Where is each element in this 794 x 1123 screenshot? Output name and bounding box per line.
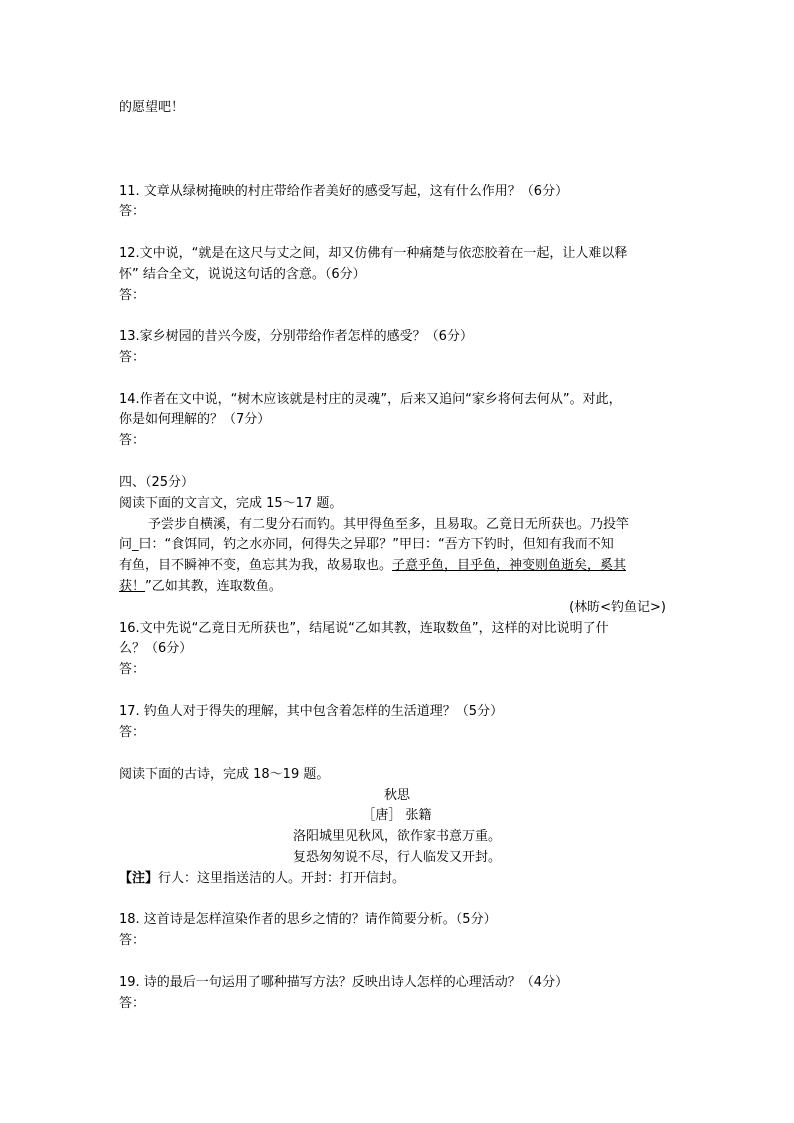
question-17: 17. 钓鱼人对于得失的理解，其中包含着怎样的生活道理？（5分） (119, 704, 504, 719)
passage-line-4-underlined: 获！ (119, 579, 146, 594)
question-12-line2: 怀” 结合全文，说说这句话的含意。（6分） (119, 267, 366, 282)
poem-instruction: 阅读下面的古诗，完成 18～19 题。 (119, 767, 330, 782)
question-19: 19. 诗的最后一句运用了哪种描写方法？反映出诗人怎样的心理活动？（4分） (119, 975, 569, 990)
question-11: 11. 文章从绿树掩映的村庄带给作者美好的感受写起，这有什么作用？（6分） (119, 184, 569, 199)
answer-12-label: 答： (119, 288, 146, 303)
answer-19-label: 答： (119, 996, 146, 1011)
intro-tail: 的愿望吧！ (119, 100, 185, 115)
passage-line-2: 问_曰：“食饵同，钓之水亦同，何得失之异耶？”甲曰：“吾方下钓时，但知有我而不知 (119, 537, 614, 552)
passage-line-3-plain: 有鱼，目不瞬神不变，鱼忘其为我，故易取也。 (119, 558, 393, 573)
answer-16-label: 答： (119, 662, 146, 677)
question-12-line1: 12.文中说，“就是在这尺与丈之间，却又仿佛有一种痛楚与依恋胶着在一起，让人难以释 (119, 246, 628, 261)
poem-title: 秋思 (383, 788, 410, 803)
poem-author: ［唐］ 张籍 (362, 808, 432, 823)
answer-13-label: 答： (119, 350, 146, 365)
question-13: 13.家乡树园的昔兴今废，分别带给作者怎样的感受？（6分） (119, 329, 473, 344)
answer-11-label: 答： (119, 204, 146, 219)
question-18: 18. 这首诗是怎样渲染作者的思乡之情的？请作简要分析。（5分） (119, 912, 497, 927)
question-14-line2: 你是如何理解的？（7分） (119, 412, 271, 427)
passage-line-3 (119, 556, 626, 575)
passage-line-1: 予尝步自横溪，有二叟分石而钓。其甲得鱼至多，且易取。乙竟日无所获也。乃投竿 (148, 517, 630, 532)
section-4-heading: 四、（25分） (119, 475, 195, 490)
poem-note-text: 行人：这里指送洁的人。开封：打开信封。 (158, 871, 406, 886)
answer-18-label: 答： (119, 933, 146, 948)
passage-line-4-plain: ”乙如其教，连取数鱼。 (145, 579, 282, 594)
question-16-line1: 16.文中先说“乙竟日无所获也”，结尾说“乙如其教，连取数鱼”，这样的对比说明了什 (119, 621, 609, 636)
passage-line-3-underlined: 子意乎鱼，目乎鱼，神变则鱼逝矣，奚其 (392, 558, 627, 573)
answer-14-label: 答： (119, 433, 146, 448)
passage-line-4 (119, 577, 282, 596)
question-14-line1: 14.作者在文中说，“树木应该就是村庄的灵魂”，后来又追问“家乡将何去何从”。对此， (119, 392, 622, 407)
poem-line-2: 复恐匆匆说不尽，行人临发又开封。 (292, 850, 501, 865)
poem-note (119, 869, 405, 888)
answer-17-label: 答： (119, 725, 146, 740)
passage-source: (林昉<钓鱼记>) (569, 600, 666, 615)
poem-line-1: 洛阳城里见秋风，欲作家书意万重。 (292, 829, 501, 844)
question-16-line2: 么？（6分） (119, 641, 193, 656)
poem-note-label: 【注】 (119, 871, 159, 886)
section-4-instruction: 阅读下面的文言文，完成 15～17 题。 (119, 496, 343, 511)
